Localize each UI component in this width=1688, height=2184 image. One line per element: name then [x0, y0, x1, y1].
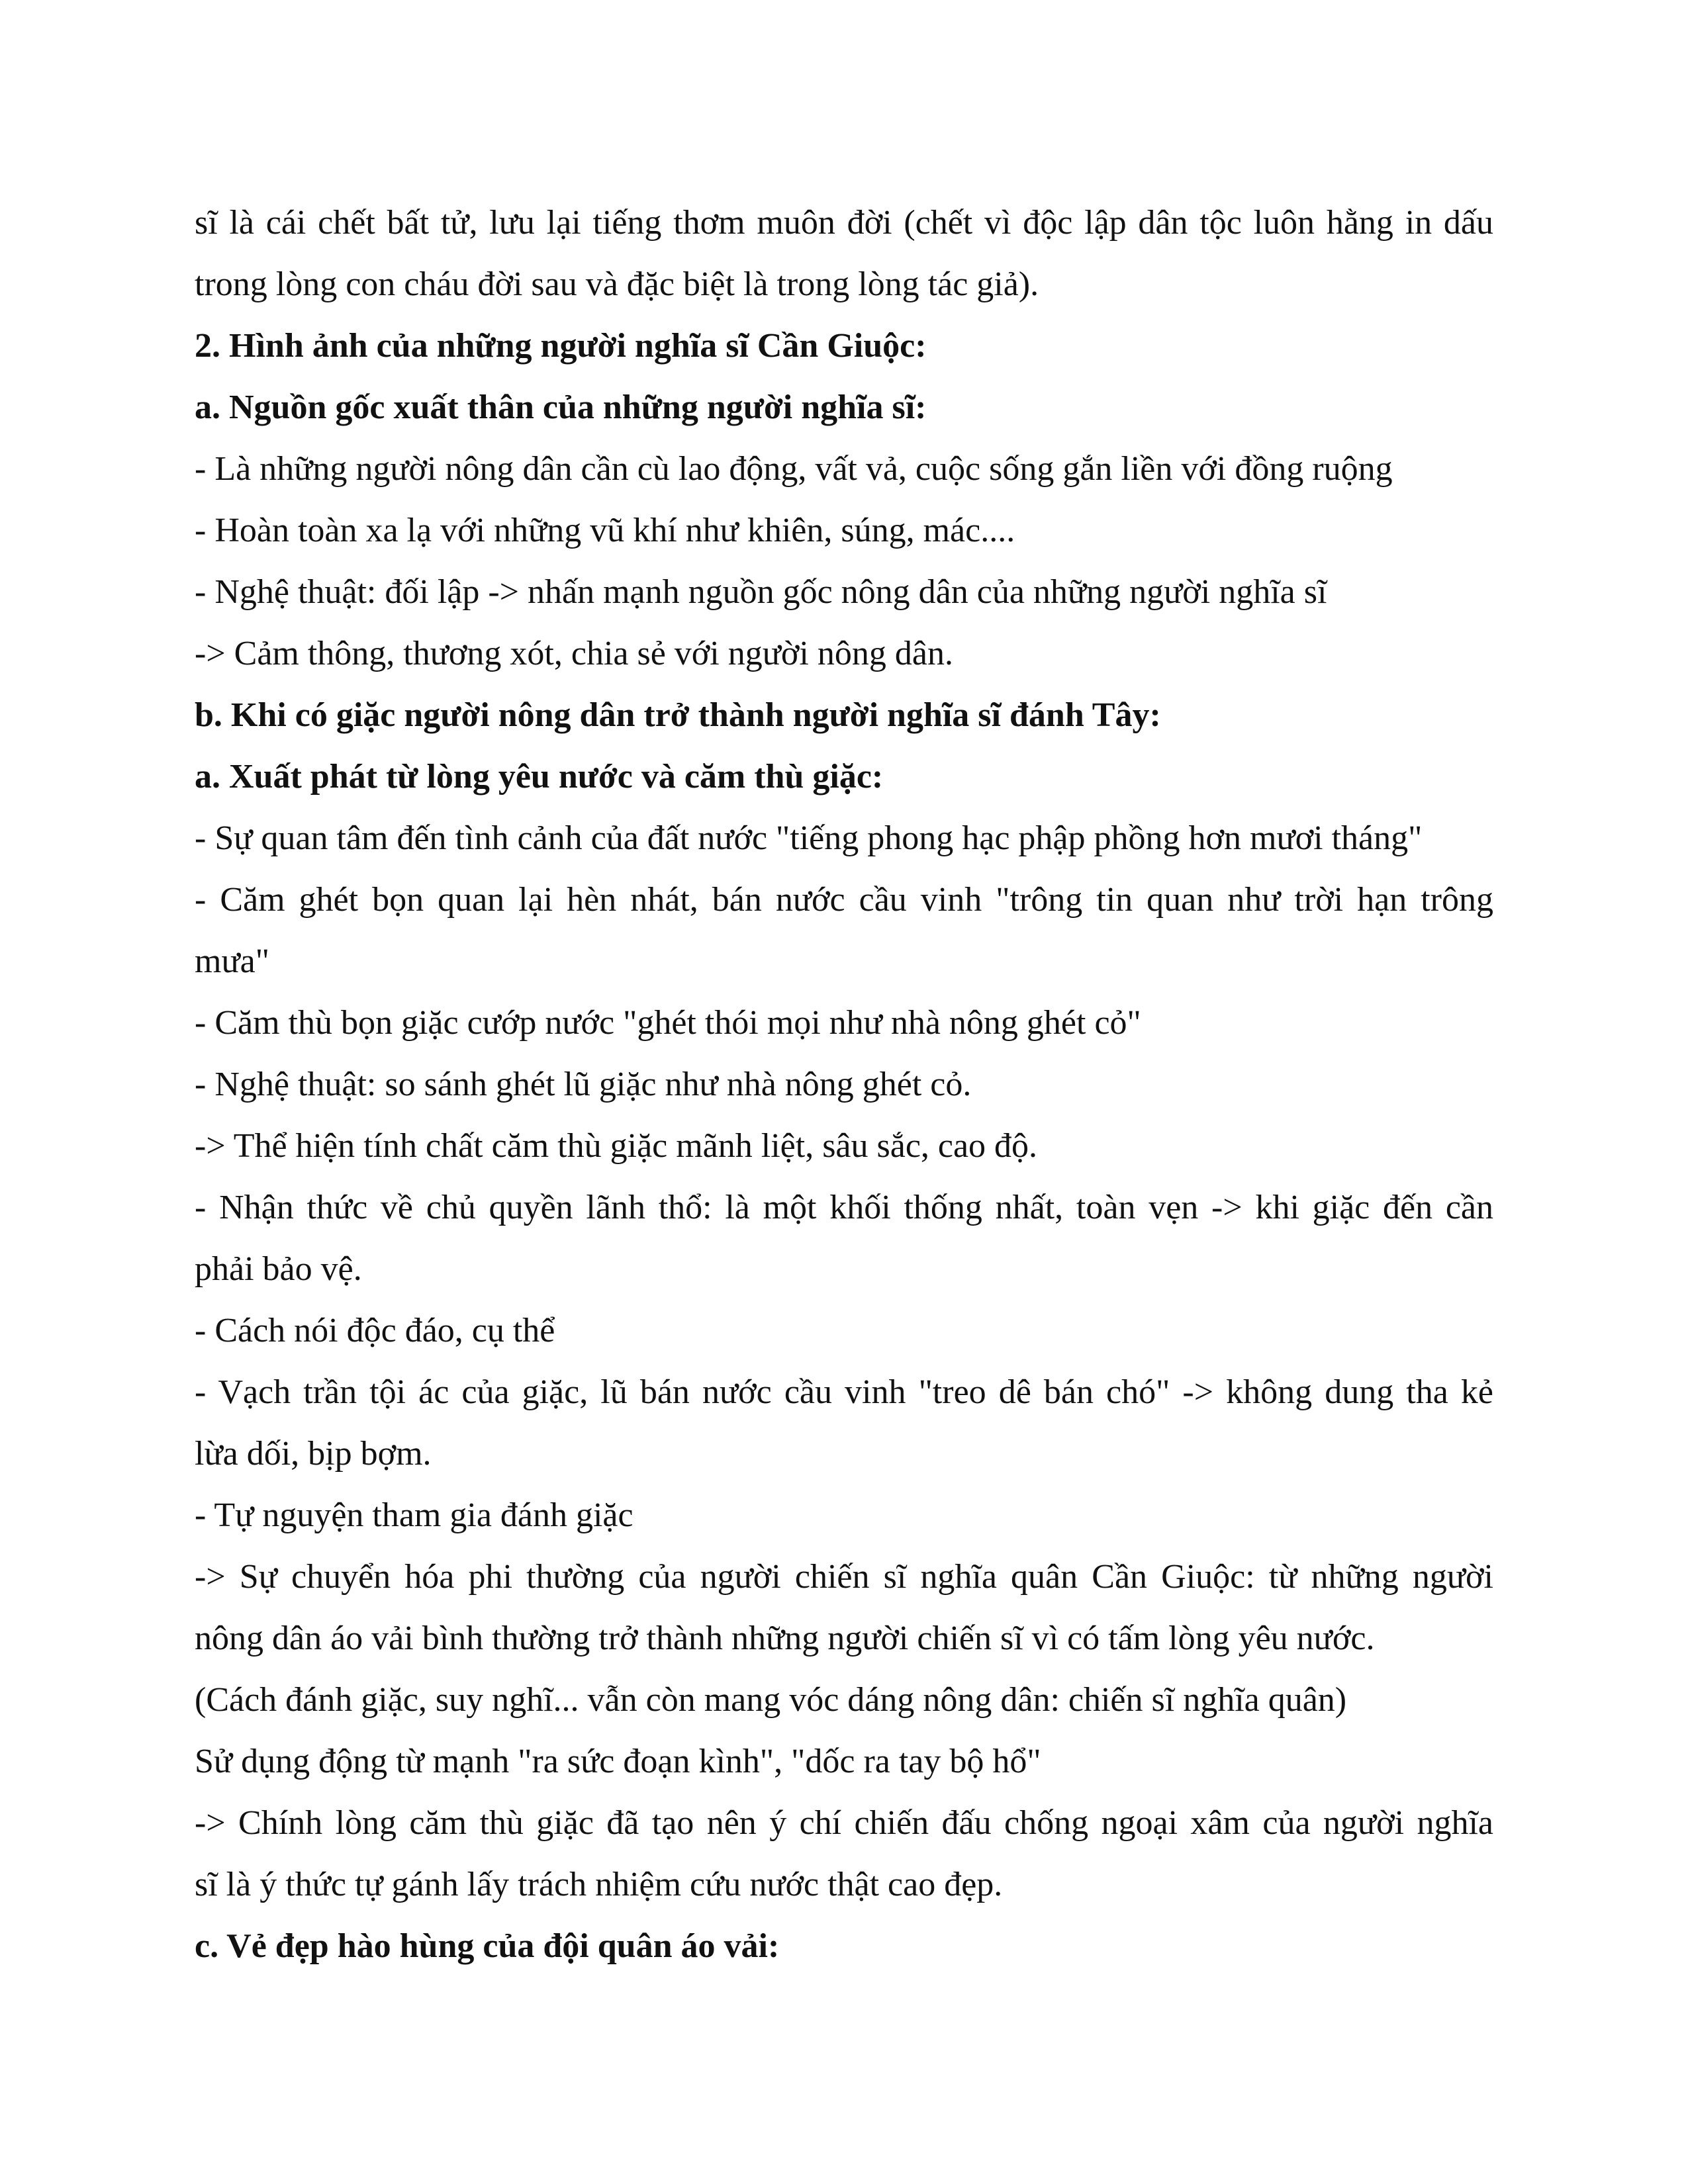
- text-line: - Nghệ thuật: so sánh ghét lũ giặc như nhà nông ghét cỏ.: [195, 1066, 972, 1103]
- text-line: - Hoàn toàn xa lạ với những vũ khí như khiên, súng, mác....: [195, 512, 1015, 549]
- text-line: -> Thể hiện tính chất căm thù giặc mãnh liệt, sâu sắc, cao độ.: [195, 1127, 1038, 1165]
- text-line: Sử dụng động từ mạnh "ra sức đoạn kình", "dốc ra tay bộ hổ": [195, 1743, 1041, 1780]
- text-line: trong lòng con cháu đời sau và đặc biệt là trong lòng tác giả).: [195, 265, 1039, 303]
- text-line: - Tự nguyện tham gia đánh giặc: [195, 1496, 633, 1534]
- text-line: - Nhận thức về chủ quyền lãnh thổ: là một khối thống nhất, toàn vẹn -> khi giặc đến cần: [195, 1189, 1493, 1226]
- subsection-heading: a. Nguồn gốc xuất thân của những người nghĩa sĩ:: [195, 388, 927, 426]
- text-line: - Căm thù bọn giặc cướp nước "ghét thói mọi như nhà nông ghét cỏ": [195, 1004, 1141, 1042]
- text-line: mưa": [195, 942, 269, 980]
- text-line: (Cách đánh giặc, suy nghĩ... vẫn còn mang vóc dáng nông dân: chiến sĩ nghĩa quân): [195, 1681, 1347, 1719]
- text-line: sĩ là ý thức tự gánh lấy trách nhiệm cứu nước thật cao đẹp.: [195, 1866, 1003, 1903]
- text-line: lừa dối, bịp bợm.: [195, 1435, 432, 1473]
- text-line: phải bảo vệ.: [195, 1250, 362, 1288]
- text-line: sĩ là cái chết bất tử, lưu lại tiếng thơm muôn đời (chết vì độc lập dân tộc luôn hằng in dấu: [195, 204, 1493, 242]
- text-line: -> Sự chuyển hóa phi thường của người chiến sĩ nghĩa quân Cần Giuộc: từ những người: [195, 1558, 1493, 1596]
- text-line: - Nghệ thuật: đối lập -> nhấn mạnh nguồn gốc nông dân của những người nghĩa sĩ: [195, 573, 1327, 611]
- subsection-heading: c. Vẻ đẹp hào hùng của đội quân áo vải:: [195, 1927, 780, 1965]
- section-heading: 2. Hình ảnh của những người nghĩa sĩ Cần Giuộc:: [195, 327, 927, 365]
- subsection-heading: a. Xuất phát từ lòng yêu nước và căm thù giặc:: [195, 758, 884, 796]
- text-line: -> Cảm thông, thương xót, chia sẻ với người nông dân.: [195, 635, 953, 672]
- text-line: nông dân áo vải bình thường trở thành những người chiến sĩ vì có tấm lòng yêu nước.: [195, 1619, 1375, 1657]
- subsection-heading: b. Khi có giặc người nông dân trở thành người nghĩa sĩ đánh Tây:: [195, 696, 1161, 734]
- text-line: - Là những người nông dân cần cù lao động, vất vả, cuộc sống gắn liền với đồng ruộng: [195, 450, 1393, 488]
- text-line: -> Chính lòng căm thù giặc đã tạo nên ý chí chiến đấu chống ngoại xâm của người nghĩa: [195, 1804, 1493, 1842]
- text-line: - Căm ghét bọn quan lại hèn nhát, bán nước cầu vinh "trông tin quan như trời hạn trông: [195, 881, 1493, 919]
- text-line: - Cách nói độc đáo, cụ thể: [195, 1312, 555, 1349]
- text-line: - Vạch trần tội ác của giặc, lũ bán nước cầu vinh "treo dê bán chó" -> không dung tha kẻ: [195, 1373, 1493, 1411]
- document-body: [195, 192, 1493, 1977]
- text-line: - Sự quan tâm đến tình cảnh của đất nước "tiếng phong hạc phập phồng hơn mươi tháng": [195, 819, 1423, 857]
